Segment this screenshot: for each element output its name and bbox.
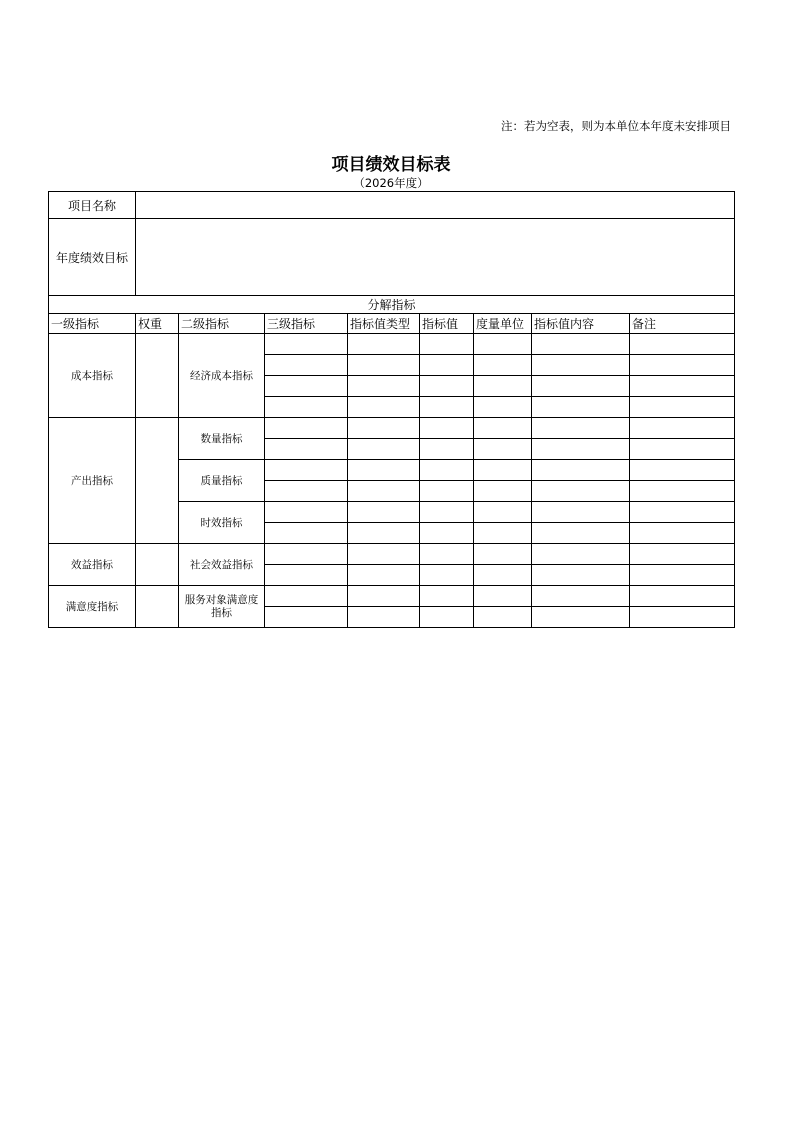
cell[interactable] [265, 544, 348, 565]
page-title: 项目绩效目标表 [331, 155, 451, 175]
cell[interactable] [532, 418, 630, 439]
cell[interactable] [532, 460, 630, 481]
header-level1: 一级指标 [49, 314, 136, 334]
cell[interactable] [474, 334, 532, 355]
cell[interactable] [630, 544, 735, 565]
cell[interactable] [474, 397, 532, 418]
cell[interactable] [630, 481, 735, 502]
cell[interactable] [348, 460, 420, 481]
header-level2: 二级指标 [179, 314, 265, 334]
cell[interactable] [630, 439, 735, 460]
weight-cell-satisfaction[interactable] [136, 586, 179, 628]
level2-economic-cost: 经济成本指标 [179, 334, 265, 418]
cell[interactable] [630, 397, 735, 418]
cell[interactable] [420, 607, 474, 628]
cell[interactable] [348, 565, 420, 586]
weight-cell-cost[interactable] [136, 334, 179, 418]
cell[interactable] [474, 523, 532, 544]
cell[interactable] [532, 586, 630, 607]
header-value-type: 指标值类型 [348, 314, 420, 334]
cell[interactable] [532, 439, 630, 460]
cell[interactable] [420, 523, 474, 544]
cell[interactable] [532, 481, 630, 502]
cell[interactable] [348, 418, 420, 439]
cell[interactable] [420, 334, 474, 355]
cell[interactable] [348, 523, 420, 544]
cell[interactable] [630, 607, 735, 628]
cell[interactable] [348, 607, 420, 628]
cell[interactable] [420, 376, 474, 397]
level2-quantity: 数量指标 [179, 418, 265, 460]
cell[interactable] [532, 355, 630, 376]
level1-benefit: 效益指标 [49, 544, 136, 586]
level2-service-satisfaction: 服务对象满意度指标 [179, 586, 265, 628]
annual-goal-row [49, 219, 735, 296]
cell[interactable] [474, 544, 532, 565]
cell[interactable] [265, 607, 348, 628]
cell[interactable] [532, 523, 630, 544]
performance-goal-table [48, 191, 735, 628]
cell[interactable] [420, 397, 474, 418]
cell[interactable] [630, 460, 735, 481]
cell[interactable] [474, 460, 532, 481]
project-name-value[interactable] [136, 192, 735, 219]
cell[interactable] [420, 481, 474, 502]
cell[interactable] [348, 586, 420, 607]
cell[interactable] [265, 586, 348, 607]
cell[interactable] [630, 418, 735, 439]
cell[interactable] [265, 565, 348, 586]
cell[interactable] [348, 334, 420, 355]
cell[interactable] [265, 439, 348, 460]
cell[interactable] [265, 376, 348, 397]
level1-satisfaction: 满意度指标 [49, 586, 136, 628]
cell[interactable] [532, 607, 630, 628]
level1-output: 产出指标 [49, 418, 136, 544]
cell[interactable] [474, 418, 532, 439]
cell[interactable] [265, 397, 348, 418]
cell[interactable] [532, 502, 630, 523]
header-unit: 度量单位 [474, 314, 532, 334]
cell[interactable] [265, 502, 348, 523]
cell[interactable] [348, 376, 420, 397]
year-subtitle: （2026年度） [353, 176, 429, 190]
breakdown-row [49, 296, 735, 314]
header-value: 指标值 [420, 314, 474, 334]
cell[interactable] [474, 607, 532, 628]
project-name-label: 项目名称 [49, 192, 136, 219]
level1-cost: 成本指标 [49, 334, 136, 418]
weight-cell-benefit[interactable] [136, 544, 179, 586]
table-row [49, 334, 735, 355]
cell[interactable] [532, 334, 630, 355]
header-content: 指标值内容 [532, 314, 630, 334]
cell[interactable] [420, 565, 474, 586]
cell[interactable] [265, 523, 348, 544]
table-row [49, 586, 735, 607]
header-weight: 权重 [136, 314, 179, 334]
cell[interactable] [474, 586, 532, 607]
cell[interactable] [630, 502, 735, 523]
cell[interactable] [532, 376, 630, 397]
cell[interactable] [348, 502, 420, 523]
table-row [49, 418, 735, 439]
cell[interactable] [420, 586, 474, 607]
cell[interactable] [420, 544, 474, 565]
annual-goal-label: 年度绩效目标 [49, 219, 136, 296]
cell[interactable] [630, 565, 735, 586]
annual-goal-value[interactable] [136, 219, 735, 296]
cell[interactable] [348, 397, 420, 418]
cell[interactable] [474, 565, 532, 586]
weight-cell-output[interactable] [136, 418, 179, 544]
cell[interactable] [630, 334, 735, 355]
cell[interactable] [265, 481, 348, 502]
cell[interactable] [474, 481, 532, 502]
cell[interactable] [420, 460, 474, 481]
header-row [49, 314, 735, 334]
cell[interactable] [265, 418, 348, 439]
level2-social-benefit: 社会效益指标 [179, 544, 265, 586]
cell[interactable] [420, 418, 474, 439]
cell[interactable] [630, 586, 735, 607]
cell[interactable] [474, 502, 532, 523]
cell[interactable] [348, 439, 420, 460]
cell[interactable] [348, 481, 420, 502]
cell[interactable] [265, 334, 348, 355]
cell[interactable] [474, 355, 532, 376]
cell[interactable] [630, 355, 735, 376]
project-name-row [49, 192, 735, 219]
cell[interactable] [532, 397, 630, 418]
cell[interactable] [265, 355, 348, 376]
cell[interactable] [474, 439, 532, 460]
cell[interactable] [348, 544, 420, 565]
level2-quality: 质量指标 [179, 460, 265, 502]
note-text: 注：若为空表，则为本单位本年度未安排项目 [501, 119, 731, 133]
cell[interactable] [348, 355, 420, 376]
cell[interactable] [265, 460, 348, 481]
cell[interactable] [630, 523, 735, 544]
cell[interactable] [532, 544, 630, 565]
level2-timeliness: 时效指标 [179, 502, 265, 544]
header-level3: 三级指标 [265, 314, 348, 334]
cell[interactable] [532, 565, 630, 586]
header-remark: 备注 [630, 314, 735, 334]
cell[interactable] [420, 439, 474, 460]
table-row [49, 544, 735, 565]
cell[interactable] [630, 376, 735, 397]
cell[interactable] [420, 502, 474, 523]
breakdown-label: 分解指标 [49, 296, 735, 314]
cell[interactable] [420, 355, 474, 376]
cell[interactable] [474, 376, 532, 397]
